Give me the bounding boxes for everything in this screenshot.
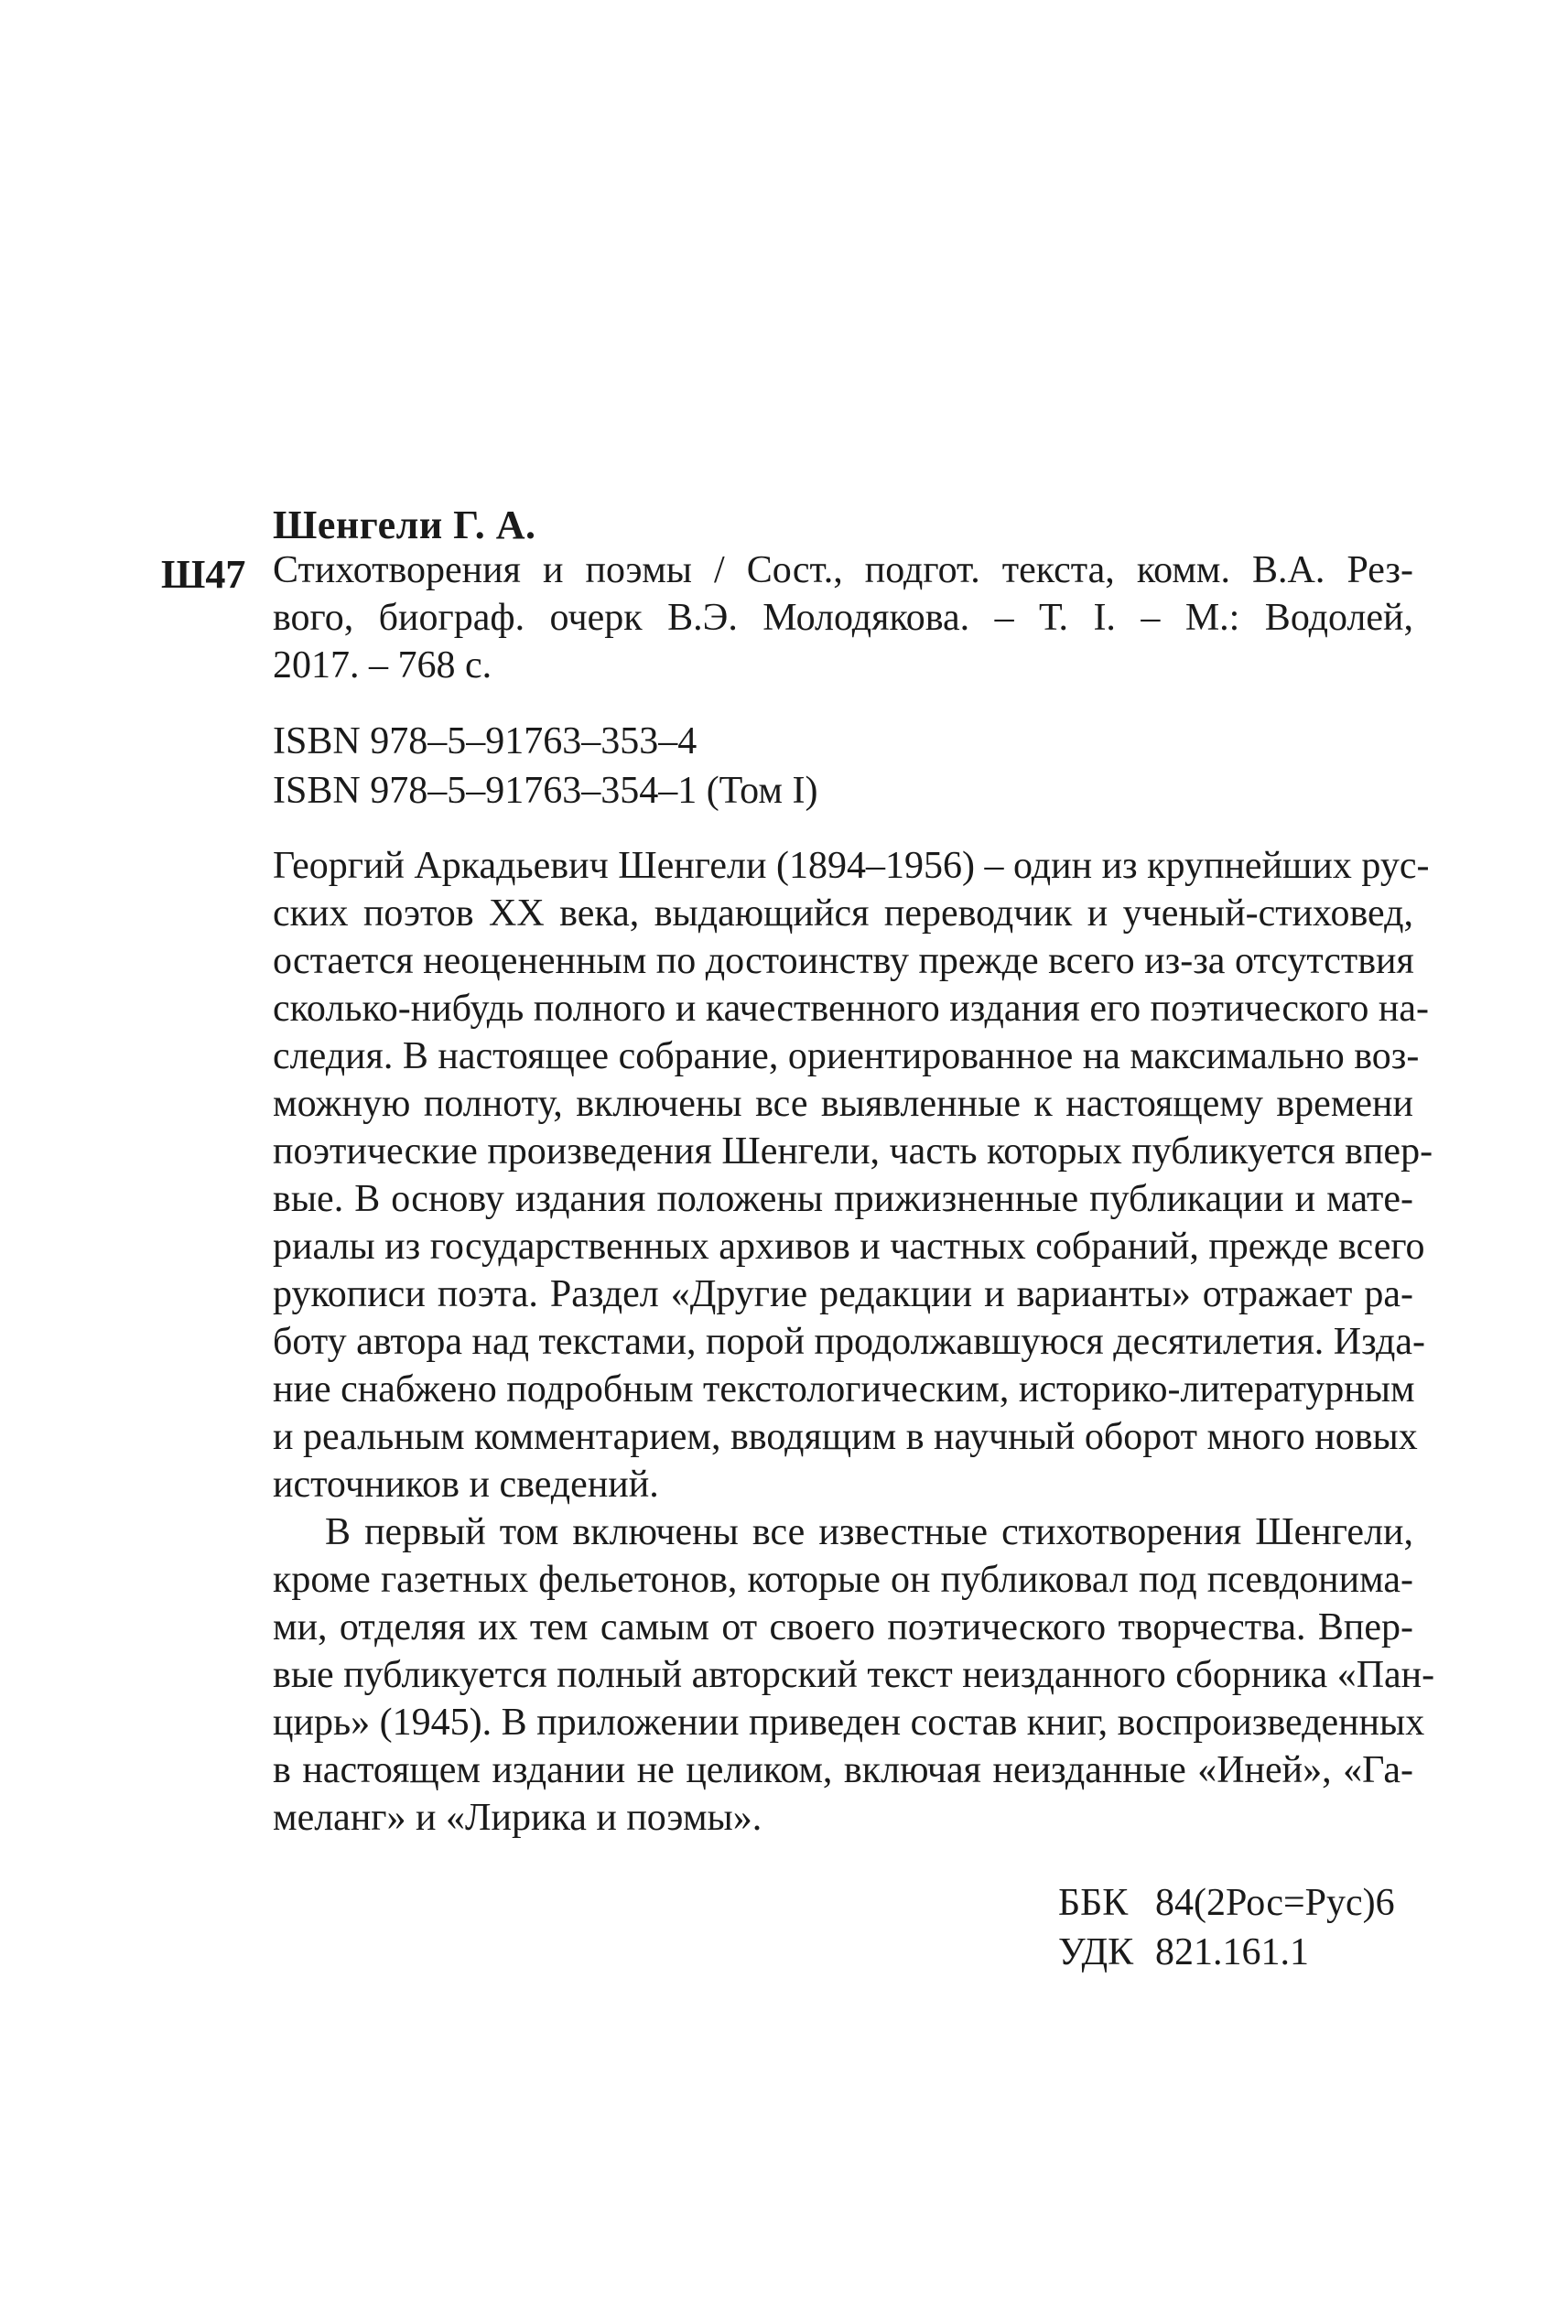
author-heading: Шенгели Г. А.: [273, 503, 536, 547]
annotation-line: Георгий Аркадьевич Шенгели (1894–1956) – один из крупнейших рус-: [273, 845, 1430, 887]
annotation-line: сколько-нибудь полного и качественного издания его поэтического на-: [273, 988, 1430, 1030]
annotation-line: ми, отделяя их тем самым от своего поэтического творчества. Впер-: [273, 1606, 1413, 1648]
annotation-line: меланг» и «Лирика и поэмы».: [273, 1797, 762, 1839]
bbk-value: 84(2Рос=Рус)6: [1155, 1882, 1395, 1924]
annotation-line: ских поэтов XX века, выдающийся переводчик и ученый-стиховед,: [273, 892, 1413, 935]
description-line: 2017. – 768 с.: [273, 644, 492, 686]
annotation-line: риалы из государственных архивов и частных собраний, прежде всего: [273, 1226, 1425, 1268]
annotation-line: ние снабжено подробным текстологическим, историко-литературным: [273, 1368, 1415, 1411]
annotation-line: вые. В основу издания положены прижизненные публикации и мате-: [273, 1178, 1413, 1220]
annotation-line: рукописи поэта. Раздел «Другие редакции и варианты» отражает ра-: [273, 1273, 1413, 1315]
annotation-line: В первый том включены все известные стихотворения Шенгели,: [325, 1511, 1413, 1553]
annotation-line: остается неоцененным по достоинству прежде всего из-за отсутствия: [273, 940, 1414, 982]
author-sign-code: Ш47: [161, 552, 246, 597]
annotation-line: кроме газетных фельетонов, которые он публиковал под псевдонима-: [273, 1559, 1413, 1601]
isbn-line: ISBN 978–5–91763–353–4: [273, 720, 697, 762]
isbn-line: ISBN 978–5–91763–354–1 (Том I): [273, 770, 818, 812]
annotation-line: поэтические произведения Шенгели, часть которых публикуется впер-: [273, 1130, 1433, 1173]
udk-label: УДК: [1058, 1931, 1134, 1973]
annotation-line: следия. В настоящее собрание, ориентированное на максимально воз-: [273, 1035, 1420, 1077]
annotation-line: источников и сведений.: [273, 1464, 659, 1506]
bbk-label: ББК: [1058, 1882, 1129, 1924]
annotation-line: в настоящем издании не целиком, включая неизданные «Иней», «Га-: [273, 1749, 1413, 1791]
description-line: вого, биограф. очерк В.Э. Молодякова. – Т. I. – М.: Водолей,: [273, 597, 1413, 639]
description-line: Стихотворения и поэмы / Сост., подгот. текста, комм. В.А. Рез-: [273, 549, 1413, 591]
annotation-line: боту автора над текстами, порой продолжавшуюся десятилетия. Изда-: [273, 1321, 1425, 1363]
annotation-line: и реальным комментарием, вводящим в научный оборот много новых: [273, 1416, 1418, 1458]
udk-value: 821.161.1: [1155, 1931, 1309, 1973]
annotation-line: можную полноту, включены все выявленные к настоящему времени: [273, 1083, 1413, 1125]
annotation-line: вые публикуется полный авторский текст неизданного сборника «Пан-: [273, 1654, 1435, 1696]
annotation-line: цирь» (1945). В приложении приведен состав книг, воспроизведенных: [273, 1702, 1425, 1744]
